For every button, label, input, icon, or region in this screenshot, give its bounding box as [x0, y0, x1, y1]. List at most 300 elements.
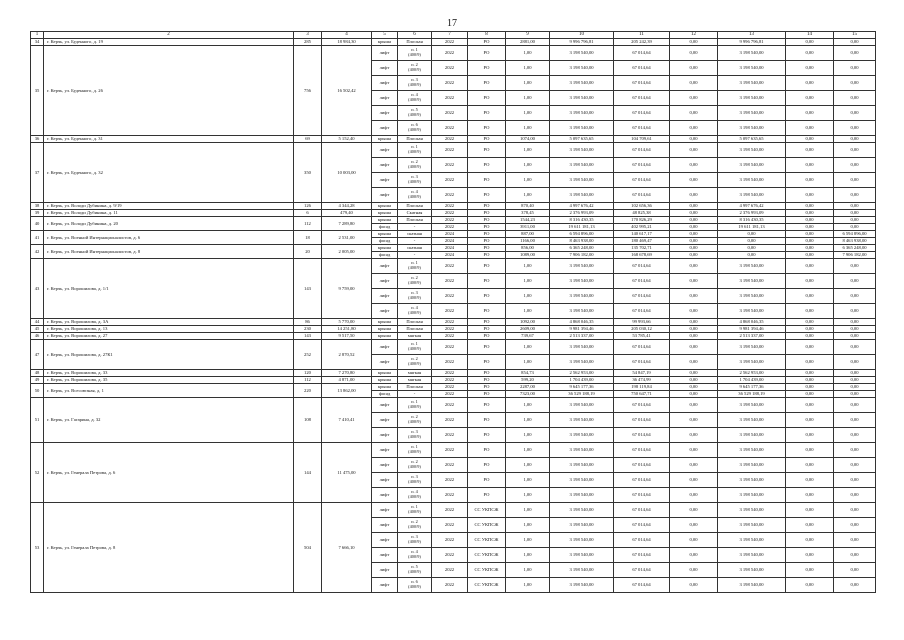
table-cell: 0,00 — [670, 473, 718, 488]
table-cell: 205 242,39 — [614, 39, 670, 46]
table-cell: 0,00 — [670, 578, 718, 593]
table-cell: РО — [468, 203, 506, 210]
table-cell: РО — [468, 91, 506, 106]
table-cell: РО — [468, 210, 506, 217]
table-cell: 2024 — [432, 238, 468, 245]
table-cell: 19 611 181,13 — [718, 224, 786, 231]
table-cell: 2022 — [432, 473, 468, 488]
address-cell: г. Керчь, ул. Володи Дубинина, д. 11 — [44, 210, 294, 217]
entrance-cell — [398, 503, 432, 518]
table-cell: 2022 — [432, 428, 468, 443]
lift-capacity: (400/9) — [408, 434, 421, 439]
address-cell: г. Керчь, ул. Буденного, д. 19 — [44, 39, 294, 46]
table-cell: фасад — [372, 252, 398, 259]
table-cell: 7 666,10 — [322, 503, 372, 593]
table-row — [31, 203, 876, 210]
table-cell: 4 868 046,35 — [718, 319, 786, 326]
table-cell: 1,00 — [506, 46, 550, 61]
page-number: 17 — [447, 18, 457, 29]
table-cell: 3 198 540,00 — [550, 76, 614, 91]
lift-capacity: (400/9) — [408, 404, 421, 409]
table-cell: РО — [468, 340, 506, 355]
entrance-cell — [398, 158, 432, 173]
table-cell: 3 198 540,00 — [550, 274, 614, 289]
table-cell: 2022 — [432, 259, 468, 274]
table-cell: 67 014,64 — [614, 578, 670, 593]
table-row — [31, 340, 876, 355]
table-cell: Плоская — [398, 39, 432, 46]
table-cell: 1,00 — [506, 413, 550, 428]
table-cell: 3 198 540,00 — [550, 173, 614, 188]
table-cell: 67 014,64 — [614, 428, 670, 443]
table-cell: 3 198 540,00 — [718, 355, 786, 370]
table-cell: 3 198 540,00 — [550, 188, 614, 203]
table-cell: 3 198 540,00 — [550, 340, 614, 355]
table-cell: РО — [468, 274, 506, 289]
table-cell: 36 474,99 — [614, 377, 670, 384]
table-cell: - — [398, 391, 432, 398]
table-cell: 1,00 — [506, 355, 550, 370]
entrance-number: п. 2 — [411, 275, 418, 281]
table-cell: крыша — [372, 326, 398, 333]
entrance-number: п. 3 — [411, 290, 418, 296]
table-cell: 7 289,80 — [322, 217, 372, 231]
table-cell: 198 119,84 — [614, 384, 670, 391]
entrance-number: п. 1 — [411, 47, 418, 53]
table-cell: 3 198 540,00 — [550, 563, 614, 578]
table-cell: 2022 — [432, 533, 468, 548]
table-cell: лифт — [372, 173, 398, 188]
table-cell: 5 097 635,65 — [550, 136, 614, 143]
column-header: 8 — [468, 32, 506, 39]
table-cell: 0,00 — [834, 370, 876, 377]
lift-capacity: (400/9) — [408, 346, 421, 351]
address-cell: г. Керчь, ул. Володи Дубинина, д. 9/19 — [44, 203, 294, 210]
table-cell: 0,00 — [786, 391, 834, 398]
table-cell: 0,00 — [670, 173, 718, 188]
table-cell: 2024 — [432, 252, 468, 259]
table-cell: 67 014,64 — [614, 274, 670, 289]
table-cell: 0,00 — [670, 289, 718, 304]
table-cell: 1,00 — [506, 61, 550, 76]
address-cell: г. Керчь, ул. Генерала Петрова, д. 6 — [44, 443, 294, 503]
table-cell: 4 344,28 — [322, 203, 372, 210]
table-row — [31, 46, 876, 61]
table-cell: фасад — [372, 391, 398, 398]
entrance-cell — [398, 76, 432, 91]
table-cell: 0,00 — [670, 333, 718, 340]
table-cell: 0,00 — [670, 136, 718, 143]
table-cell: 0,00 — [786, 473, 834, 488]
table-cell: 53 785,41 — [614, 333, 670, 340]
entrance-cell — [398, 91, 432, 106]
table-cell: 7 906 182,00 — [834, 252, 876, 259]
table-cell: 0,00 — [834, 143, 876, 158]
table-cell: 1,00 — [506, 274, 550, 289]
table-cell: лифт — [372, 340, 398, 355]
table-cell: 0,00 — [834, 259, 876, 274]
table-cell: РО — [468, 231, 506, 238]
table-cell: 0,00 — [670, 143, 718, 158]
table-cell: 16 502,42 — [322, 46, 372, 136]
entrance-cell — [398, 106, 432, 121]
table-cell: скатная — [398, 245, 432, 252]
table-row — [31, 39, 876, 46]
table-cell: лифт — [372, 413, 398, 428]
column-header: 5 — [372, 32, 398, 39]
table-cell: 0,00 — [786, 377, 834, 384]
row-number: 39 — [31, 210, 44, 217]
table-cell: РО — [468, 259, 506, 274]
table-cell: 1,00 — [506, 488, 550, 503]
address-cell: г. Керчь, ул. Буденного, д. 32 — [44, 143, 294, 203]
table-cell: - — [398, 252, 432, 259]
table-cell: 67 014,64 — [614, 106, 670, 121]
column-header: 2 — [44, 32, 294, 39]
table-cell: 0,00 — [834, 217, 876, 224]
table-cell: лифт — [372, 274, 398, 289]
table-cell: 0,00 — [670, 61, 718, 76]
table-cell: 6 — [294, 210, 322, 217]
lift-capacity: (400/9) — [408, 569, 421, 574]
entrance-cell — [398, 413, 432, 428]
table-cell: 0,00 — [786, 136, 834, 143]
table-cell: 67 014,64 — [614, 548, 670, 563]
table-cell: 144 — [294, 443, 322, 503]
table-cell: 2022 — [432, 326, 468, 333]
table-cell: 1,00 — [506, 473, 550, 488]
table-cell: 3 198 540,00 — [550, 121, 614, 136]
table-cell: 2022 — [432, 203, 468, 210]
table-cell: 168 678,69 — [614, 252, 670, 259]
table-cell: крыша — [372, 231, 398, 238]
table-cell: Плоская — [398, 319, 432, 326]
row-number: 35 — [31, 46, 44, 136]
entrance-number: п. 1 — [411, 341, 418, 347]
column-header: 10 — [550, 32, 614, 39]
table-cell: лифт — [372, 91, 398, 106]
lift-capacity: (400/9) — [408, 464, 421, 469]
table-cell: 9 996 796,81 — [718, 39, 786, 46]
entrance-cell — [398, 443, 432, 458]
entrance-cell — [398, 355, 432, 370]
table-cell: 0,00 — [834, 136, 876, 143]
table-cell: 2881,00 — [506, 39, 550, 46]
table-cell: 67 014,64 — [614, 413, 670, 428]
table-cell: 0,00 — [786, 488, 834, 503]
table-cell: 2022 — [432, 188, 468, 203]
entrance-number: п. 2 — [411, 414, 418, 420]
table-cell: 3 198 540,00 — [550, 413, 614, 428]
table-cell: РО — [468, 39, 506, 46]
table-cell: лифт — [372, 61, 398, 76]
table-row — [31, 326, 876, 333]
table-cell: 2024 — [432, 231, 468, 238]
table-cell: 504 — [294, 503, 322, 593]
table-cell: лифт — [372, 458, 398, 473]
entrance-cell — [398, 61, 432, 76]
table-cell: 0,00 — [786, 46, 834, 61]
table-cell: 1,00 — [506, 143, 550, 158]
table-cell: РО — [468, 224, 506, 231]
table-cell: 1,00 — [506, 518, 550, 533]
entrance-cell — [398, 46, 432, 61]
table-cell: 3 198 540,00 — [550, 503, 614, 518]
table-cell: 3 198 540,00 — [718, 61, 786, 76]
table-row — [31, 503, 876, 518]
table-cell: 2022 — [432, 39, 468, 46]
row-number: 41 — [31, 231, 44, 245]
table-cell: 67 014,64 — [614, 91, 670, 106]
address-cell: г. Керчь, ул. Ворошилова, д. 1/1 — [44, 259, 294, 319]
table-cell: 2022 — [432, 443, 468, 458]
table-cell: 285 — [294, 39, 322, 46]
table-cell: 0,00 — [670, 245, 718, 252]
entrance-number: п. 4 — [411, 549, 418, 555]
table-cell: 86 — [294, 319, 322, 326]
table-cell: 0,00 — [670, 548, 718, 563]
row-number: 34 — [31, 39, 44, 46]
table-cell: 0,00 — [786, 231, 834, 238]
table-cell: 0,00 — [786, 121, 834, 136]
table-cell: 3 198 540,00 — [718, 340, 786, 355]
table-cell: крыша — [372, 319, 398, 326]
row-number: 38 — [31, 203, 44, 210]
row-number: 48 — [31, 370, 44, 377]
table-cell: 9 645 177,36 — [718, 384, 786, 391]
table-cell: 3 198 540,00 — [550, 428, 614, 443]
table-cell: 0,00 — [834, 578, 876, 593]
table-cell: 0,00 — [670, 428, 718, 443]
table-cell: РО — [468, 173, 506, 188]
table-cell: 3 198 540,00 — [550, 578, 614, 593]
table-cell: лифт — [372, 143, 398, 158]
table-cell: 2022 — [432, 136, 468, 143]
lift-capacity: (400/9) — [408, 164, 421, 169]
table-cell: 67 014,64 — [614, 533, 670, 548]
table-cell: 1,00 — [506, 76, 550, 91]
table-cell: 3 198 540,00 — [718, 91, 786, 106]
table-cell: РО — [468, 391, 506, 398]
table-cell: 4 997 676,42 — [718, 203, 786, 210]
table-cell: 3 198 540,00 — [550, 473, 614, 488]
entrance-number: п. 4 — [411, 189, 418, 195]
table-cell: лифт — [372, 158, 398, 173]
entrance-number: п. 3 — [411, 474, 418, 480]
table-row — [31, 136, 876, 143]
column-header: 1 — [31, 32, 44, 39]
table-cell: 5 770,00 — [322, 319, 372, 326]
row-number: 36 — [31, 136, 44, 143]
entrance-number: п. 4 — [411, 489, 418, 495]
table-cell: 0,00 — [786, 413, 834, 428]
table-cell: 2022 — [432, 289, 468, 304]
table-cell: 1 704 439,00 — [718, 377, 786, 384]
table-cell: мягкая — [398, 333, 432, 340]
table-cell: 3 198 540,00 — [550, 158, 614, 173]
table-cell: лифт — [372, 563, 398, 578]
table-cell: 0,00 — [834, 319, 876, 326]
table-cell: РО — [468, 238, 506, 245]
table-cell: 1,00 — [506, 106, 550, 121]
table-cell: - — [398, 224, 432, 231]
table-cell: 67 014,64 — [614, 46, 670, 61]
table-cell: РО — [468, 355, 506, 370]
entrance-cell — [398, 188, 432, 203]
table-cell: 3 198 540,00 — [718, 458, 786, 473]
table-cell: 0,00 — [834, 340, 876, 355]
table-cell: 3 198 540,00 — [718, 289, 786, 304]
table-cell: 2022 — [432, 158, 468, 173]
table-cell: 2 005,00 — [322, 245, 372, 259]
entrance-number: п. 3 — [411, 429, 418, 435]
table-cell: 0,00 — [670, 46, 718, 61]
table-cell: крыша — [372, 203, 398, 210]
table-cell: 1092,00 — [506, 319, 550, 326]
table-cell: 0,00 — [834, 46, 876, 61]
table-cell: Плоская — [398, 217, 432, 224]
table-row — [31, 143, 876, 158]
table-cell: 2 562 953,00 — [550, 370, 614, 377]
entrance-cell — [398, 304, 432, 319]
table-cell: 6 365 248,00 — [550, 245, 614, 252]
table-cell: РО — [468, 370, 506, 377]
table-cell: 0,00 — [834, 428, 876, 443]
table-cell: 8 316 430,35 — [550, 217, 614, 224]
table-cell: 0,00 — [670, 563, 718, 578]
table-cell: 2 870,52 — [322, 340, 372, 370]
table-cell: 67 014,64 — [614, 158, 670, 173]
table-cell: 1,00 — [506, 188, 550, 203]
table-cell: 0,00 — [834, 503, 876, 518]
lift-capacity: (400/9) — [408, 97, 421, 102]
table-cell: 4 997 676,42 — [550, 203, 614, 210]
table-cell: крыша — [372, 370, 398, 377]
table-cell: 0,00 — [834, 289, 876, 304]
table-cell: РО — [468, 384, 506, 391]
table-cell: 479,40 — [322, 210, 372, 217]
column-header: 6 — [398, 32, 432, 39]
table-cell: 9 996 796,81 — [550, 39, 614, 46]
entrance-cell — [398, 398, 432, 413]
table-cell: 739,67 — [506, 333, 550, 340]
lift-capacity: (400/9) — [408, 524, 421, 529]
table-cell: 0,00 — [670, 413, 718, 428]
table-cell: 67 014,64 — [614, 340, 670, 355]
table-cell: 67 014,64 — [614, 518, 670, 533]
table-cell: 0,00 — [670, 188, 718, 203]
table-cell: 0,00 — [670, 224, 718, 231]
table-cell: 18 — [294, 231, 322, 245]
table-cell: 0,00 — [834, 39, 876, 46]
table-cell: 67 014,64 — [614, 503, 670, 518]
table-cell: лифт — [372, 76, 398, 91]
table-cell: 0,00 — [670, 377, 718, 384]
table-cell: 0,00 — [670, 340, 718, 355]
address-cell: г. Керчь, ул. Ворошилова, д. 33 — [44, 370, 294, 377]
entrance-cell — [398, 173, 432, 188]
table-cell: 3 198 540,00 — [718, 503, 786, 518]
table-cell: 2022 — [432, 274, 468, 289]
row-number: 49 — [31, 377, 44, 384]
table-cell: 11 475,00 — [322, 443, 372, 503]
table-cell: 3 198 540,00 — [550, 548, 614, 563]
table-cell: 0,00 — [786, 384, 834, 391]
table-cell: лифт — [372, 289, 398, 304]
table-cell: 0,00 — [834, 384, 876, 391]
column-header: 11 — [614, 32, 670, 39]
address-cell: г. Керчь, ул. Володи Дубинина, д. 20 — [44, 217, 294, 231]
table-cell: лифт — [372, 355, 398, 370]
column-header: 4 — [322, 32, 372, 39]
entrance-number: п. 2 — [411, 519, 418, 525]
table-cell: 0,00 — [670, 319, 718, 326]
lift-capacity: (400/9) — [408, 509, 421, 514]
table-cell: 0,00 — [786, 143, 834, 158]
table-cell: 0,00 — [786, 578, 834, 593]
table-cell: лифт — [372, 106, 398, 121]
entrance-number: п. 6 — [411, 579, 418, 585]
entrance-number: п. 5 — [411, 107, 418, 113]
table-cell: 2022 — [432, 488, 468, 503]
table-cell: 0,00 — [670, 259, 718, 274]
table-cell: 0,00 — [670, 158, 718, 173]
table-cell: 0,00 — [786, 340, 834, 355]
table-cell: 0,00 — [786, 533, 834, 548]
table-cell: 120 — [294, 370, 322, 377]
table-cell: 3 198 540,00 — [550, 443, 614, 458]
table-cell: 0,00 — [786, 188, 834, 203]
table-cell: 0,00 — [786, 61, 834, 76]
table-row — [31, 210, 876, 217]
table-cell: лифт — [372, 188, 398, 203]
table-cell: 0,00 — [834, 533, 876, 548]
table-cell: 2022 — [432, 563, 468, 578]
table-cell: 67 014,64 — [614, 259, 670, 274]
table-cell: 7 410,41 — [322, 398, 372, 443]
column-header: 14 — [786, 32, 834, 39]
row-number: 47 — [31, 340, 44, 370]
table-cell: 2022 — [432, 413, 468, 428]
table-cell: 14 251,80 — [322, 326, 372, 333]
table-cell: 0,00 — [670, 76, 718, 91]
table-row — [31, 259, 876, 274]
table-cell: 3 198 540,00 — [550, 458, 614, 473]
entrance-cell — [398, 259, 432, 274]
table-cell: 3 198 540,00 — [718, 274, 786, 289]
table-row — [31, 443, 876, 458]
table-cell: 0,00 — [786, 458, 834, 473]
entrance-cell — [398, 121, 432, 136]
table-cell: 3 198 540,00 — [550, 143, 614, 158]
table-cell: 5 152,40 — [322, 136, 372, 143]
table-cell: 1,00 — [506, 503, 550, 518]
table-cell: 378,45 — [506, 210, 550, 217]
table-cell: 36 529 188,19 — [718, 391, 786, 398]
table-cell: 0,00 — [834, 76, 876, 91]
row-number: 44 — [31, 319, 44, 326]
row-number: 50 — [31, 384, 44, 398]
row-number: 46 — [31, 333, 44, 340]
table-cell: Скатная — [398, 210, 432, 217]
table-row — [31, 32, 876, 39]
table-cell: 3 198 540,00 — [718, 563, 786, 578]
table-cell: 54 847,19 — [614, 370, 670, 377]
address-cell: г. Керчь, ул. Буденного, д. 26 — [44, 46, 294, 136]
address-cell: г. Керчь, ул. Буденного, д. 31 — [44, 136, 294, 143]
table-cell: 0,00 — [786, 398, 834, 413]
lift-capacity: (400/9) — [408, 584, 421, 589]
